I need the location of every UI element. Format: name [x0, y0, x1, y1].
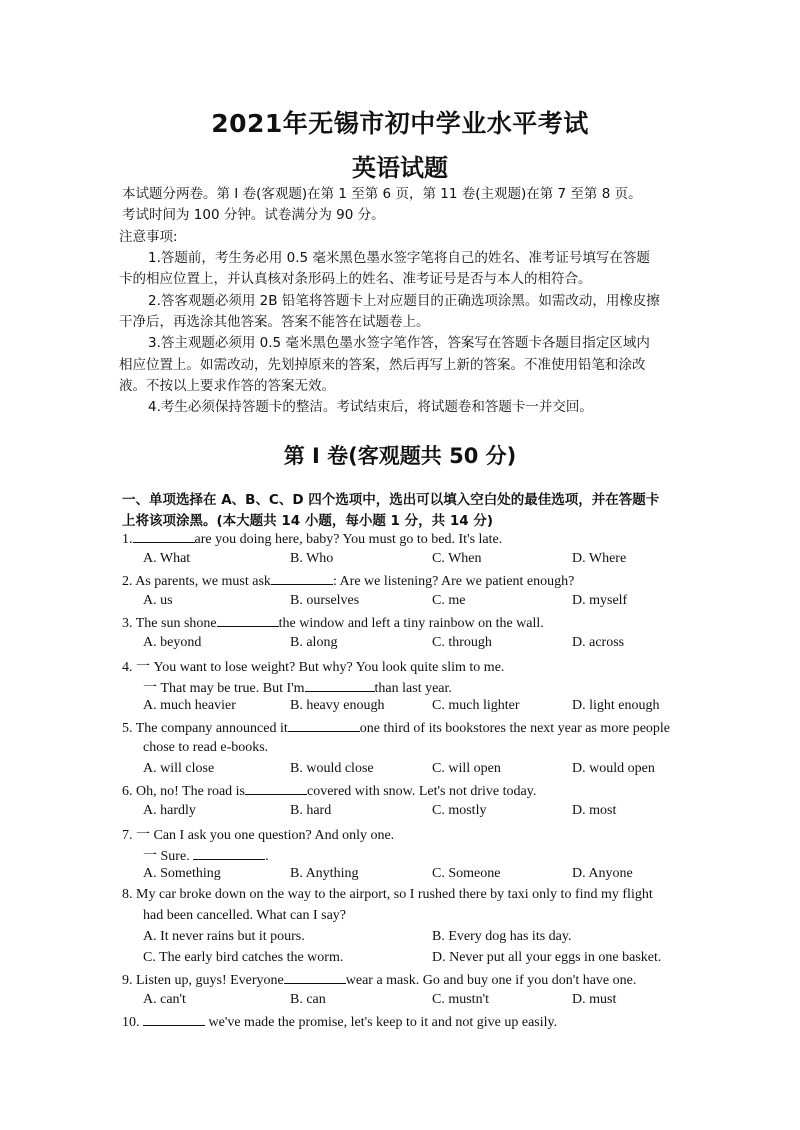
option-b: B. can: [290, 992, 326, 1007]
note-line: 注意事项:: [119, 229, 178, 245]
note-line: 1.答题前，考生务必用 0.5 毫米黑色墨水签字笔将自己的姓名、准考证号填写在答题: [148, 250, 650, 266]
option-b: B. heavy enough: [290, 698, 385, 713]
answer-blank: [288, 719, 360, 732]
answer-blank: [143, 1013, 205, 1026]
option-d: D. Where: [572, 551, 627, 566]
note-line: 2.答客观题必须用 2B 铅笔将答题卡上对应题目的正确选项涂黑。如需改动，用橡皮擦: [148, 293, 660, 309]
option-b: B. along: [290, 635, 338, 650]
option-d: D. Never put all your eggs in one basket.: [432, 950, 662, 965]
question-4-line-2: 一 That may be true. But I'm than last year.: [143, 681, 452, 696]
question-7-line-2: 一 Sure. .: [143, 849, 269, 864]
option-d: D. must: [572, 992, 617, 1007]
option-a: A. hardly: [143, 803, 196, 818]
option-a: A. It never rains but it pours.: [143, 929, 305, 944]
note-line: 相应位置上。如需改动，先划掉原来的答案，然后再写上新的答案。不准使用铅笔和涂改: [119, 357, 646, 373]
question-5-line-2: chose to read e-books.: [143, 740, 269, 755]
option-d: D. across: [572, 635, 625, 650]
option-c: C. will open: [432, 761, 501, 776]
question-6: 6. Oh, no! The road is covered with snow. Let's not drive today.: [122, 784, 537, 799]
option-a: A. What: [143, 551, 191, 566]
section-title: 第 I 卷(客观题共 50 分): [283, 444, 517, 468]
note-line: 考试时间为 100 分钟。试卷满分为 90 分。: [122, 207, 385, 223]
note-line: 液。不按以上要求作答的答案无效。: [119, 378, 335, 394]
exam-title: 2021年无锡市初中学业水平考试: [211, 109, 589, 138]
question-1: 1. are you doing here, baby? You must go to bed. It's late.: [122, 532, 503, 547]
option-c: C. When: [432, 551, 482, 566]
question-8-line-2: had been cancelled. What can I say?: [143, 908, 347, 923]
option-b: B. Who: [290, 551, 334, 566]
answer-blank: [133, 530, 195, 543]
option-c: C. mustn't: [432, 992, 489, 1007]
option-b: B. Anything: [290, 866, 359, 881]
question-7: 7. 一 Can I ask you one question? And only one.: [122, 828, 395, 843]
answer-blank: [284, 971, 346, 984]
question-2: 2. As parents, we must ask : Are we listening? Are we patient enough?: [122, 574, 575, 589]
option-b: B. Every dog has its day.: [432, 929, 572, 944]
option-a: A. beyond: [143, 635, 202, 650]
option-b: B. hard: [290, 803, 332, 818]
question-9: 9. Listen up, guys! Everyone wear a mask. Go and buy one if you don't have one.: [122, 973, 637, 988]
option-c: C. much lighter: [432, 698, 520, 713]
option-c: C. mostly: [432, 803, 487, 818]
option-a: A. much heavier: [143, 698, 236, 713]
note-line: 本试题分两卷。第 I 卷(客观题)在第 1 至第 6 页，第 11 卷(主观题)在第 7 至第 8 页。: [122, 186, 642, 202]
option-d: D. light enough: [572, 698, 660, 713]
option-c: C. The early bird catches the worm.: [143, 950, 344, 965]
option-c: C. me: [432, 593, 466, 608]
instruction-line: 一、单项选择在 A、B、C、D 四个选项中，选出可以填入空白处的最佳选项，并在答题卡: [122, 492, 660, 508]
note-line: 卡的相应位置上，并认真核对条形码上的姓名、准考证号是否与本人的相符合。: [119, 271, 592, 287]
exam-subtitle: 英语试题: [352, 154, 448, 182]
option-a: A. us: [143, 593, 173, 608]
answer-blank: [271, 572, 333, 585]
note-line: 干净后，再选涂其他答案。答案不能答在试题卷上。: [119, 314, 430, 330]
question-5: 5. The company announced it one third of its bookstores the next year as more people: [122, 721, 671, 736]
option-a: A. will close: [143, 761, 215, 776]
option-a: A. Something: [143, 866, 221, 881]
option-d: D. would open: [572, 761, 655, 776]
question-4: 4. 一 You want to lose weight? But why? You look quite slim to me.: [122, 660, 505, 675]
option-a: A. can't: [143, 992, 186, 1007]
note-line: 3.答主观题必须用 0.5 毫米黑色墨水签字笔作答，答案写在答题卡各题目指定区域内: [148, 335, 650, 351]
answer-blank: [305, 679, 375, 692]
option-d: D. Anyone: [572, 866, 633, 881]
question-3: 3. The sun shone the window and left a tiny rainbow on the wall.: [122, 616, 544, 631]
answer-blank: [193, 847, 265, 860]
option-c: C. Someone: [432, 866, 501, 881]
option-b: B. would close: [290, 761, 374, 776]
option-d: D. myself: [572, 593, 628, 608]
instruction-line: 上将该项涂黑。(本大题共 14 小题，每小题 1 分，共 14 分): [122, 513, 494, 529]
answer-blank: [245, 782, 307, 795]
question-10: 10. we've made the promise, let's keep to it and not give up easily.: [122, 1015, 558, 1030]
option-c: C. through: [432, 635, 492, 650]
answer-blank: [217, 614, 279, 627]
question-8: 8. My car broke down on the way to the airport, so I rushed there by taxi only to find my flight: [122, 887, 653, 902]
note-line: 4.考生必须保持答题卡的整洁。考试结束后，将试题卷和答题卡一并交回。: [148, 399, 593, 415]
option-d: D. most: [572, 803, 617, 818]
option-b: B. ourselves: [290, 593, 360, 608]
